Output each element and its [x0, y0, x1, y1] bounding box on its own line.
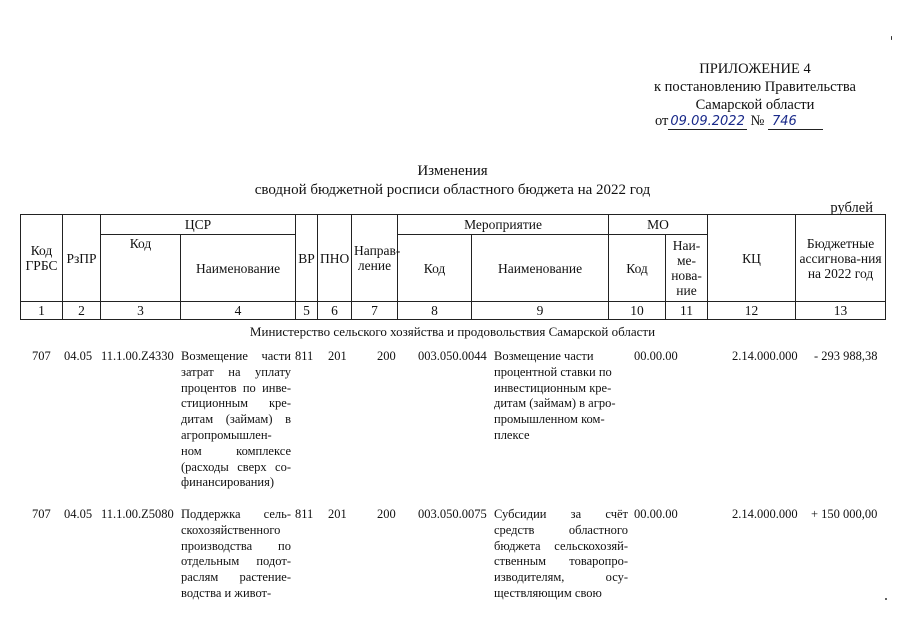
cell-pno: 201 [328, 349, 347, 363]
col-num-4: 4 [181, 302, 296, 320]
cell-mer-name: Субсидии за счёт средств областного бюджета сельскохозяй-ственным товаропро-изводителям, осу-ществляющим свою [494, 507, 628, 600]
scan-speck [891, 36, 892, 40]
header-assignments: Бюджетные ассигнова-ния на 2022 год [796, 215, 886, 302]
header-csr-name: Наименование [181, 235, 296, 302]
appendix-line2: к постановлению Правительства [654, 79, 856, 95]
header-mo-kod: Код [609, 235, 666, 302]
cell-mo-kod: 00.00.00 [634, 349, 678, 363]
col-num-3: 3 [101, 302, 181, 320]
cell-csr-kod: 11.1.00.Z4330 [101, 349, 174, 363]
header-napravlenie: Направ-ление [352, 215, 398, 302]
resolution-signature-line [655, 112, 895, 131]
cell-sum: + 150 000,00 [811, 507, 878, 521]
header-kc: КЦ [708, 215, 796, 302]
table-header [20, 214, 886, 320]
handwritten-number: 746 [768, 114, 823, 130]
appendix-block [620, 60, 890, 129]
cell-mer-name: Возмещение части процентной ставки по инвестиционным кре-дитам (займам) в агро-промышленном ком-плексе [494, 349, 616, 442]
col-num-12: 12 [708, 302, 796, 320]
col-num-8: 8 [398, 302, 472, 320]
col-num-13: 13 [796, 302, 886, 320]
cell-pno: 201 [328, 507, 347, 521]
cell-csr-name: Поддержка сель-скохозяйственного производства по отдельным подот-раслям растение-водства и живот- [181, 507, 291, 600]
col-num-9: 9 [472, 302, 609, 320]
cell-rzpr: 04.05 [64, 349, 93, 363]
cell-napr: 200 [377, 507, 396, 521]
cell-csr-kod: 11.1.00.Z5080 [101, 507, 174, 521]
cell-mo-kod: 00.00.00 [634, 507, 678, 521]
cell-vr: 811 [295, 507, 314, 521]
cell-mer-kod: 003.050.0044 [418, 349, 487, 363]
col-num-2: 2 [63, 302, 101, 320]
ministry-name: Министерство сельского хозяйства и продовольствия Самарской области [249, 324, 656, 339]
cell-csr-name: Возмещение части затрат на уплату процентов по инве-стиционным кре-дитам (займам) в агропромышлен-ном комплексе (расходы сверх со-финансирования) [181, 349, 291, 490]
date-prefix: от [655, 113, 669, 129]
header-kod-grbs: Код ГРБС [21, 215, 63, 302]
header-vr: ВР [296, 215, 318, 302]
cell-grbs: 707 [32, 349, 51, 363]
cell-vr: 811 [295, 349, 314, 363]
col-num-5: 5 [296, 302, 318, 320]
header-csr-kod: Код [101, 235, 181, 302]
header-rzpr: РзПР [63, 215, 101, 302]
title-line1: Изменения [417, 163, 488, 179]
cell-grbs: 707 [32, 507, 51, 521]
cell-sum: - 293 988,38 [814, 349, 878, 363]
header-mer-name: Наименование [472, 235, 609, 302]
document-title [0, 162, 905, 200]
appendix-title: ПРИЛОЖЕНИЕ 4 [699, 61, 811, 77]
unit-label: рублей [830, 200, 873, 216]
number-prefix: № [750, 113, 765, 129]
col-num-11: 11 [666, 302, 708, 320]
header-mo-name: Наи-ме-нова-ние [666, 235, 708, 302]
col-num-1: 1 [21, 302, 63, 320]
cell-kc: 2.14.000.000 [732, 507, 798, 521]
header-mo: МО [609, 215, 708, 235]
col-num-6: 6 [318, 302, 352, 320]
header-meropriyatie: Мероприятие [398, 215, 609, 235]
header-mer-kod: Код [398, 235, 472, 302]
header-pno: ПНО [318, 215, 352, 302]
appendix-line3: Самарской области [695, 97, 815, 113]
handwritten-date: 09.09.2022 [670, 114, 745, 129]
cell-rzpr: 04.05 [64, 507, 93, 521]
scan-speck [885, 598, 887, 600]
col-num-10: 10 [609, 302, 666, 320]
col-num-7: 7 [352, 302, 398, 320]
cell-mer-kod: 003.050.0075 [418, 507, 487, 521]
cell-kc: 2.14.000.000 [732, 349, 798, 363]
header-csr: ЦСР [101, 215, 296, 235]
title-line2: сводной бюджетной росписи областного бюджета на 2022 год [254, 182, 651, 198]
cell-napr: 200 [377, 349, 396, 363]
